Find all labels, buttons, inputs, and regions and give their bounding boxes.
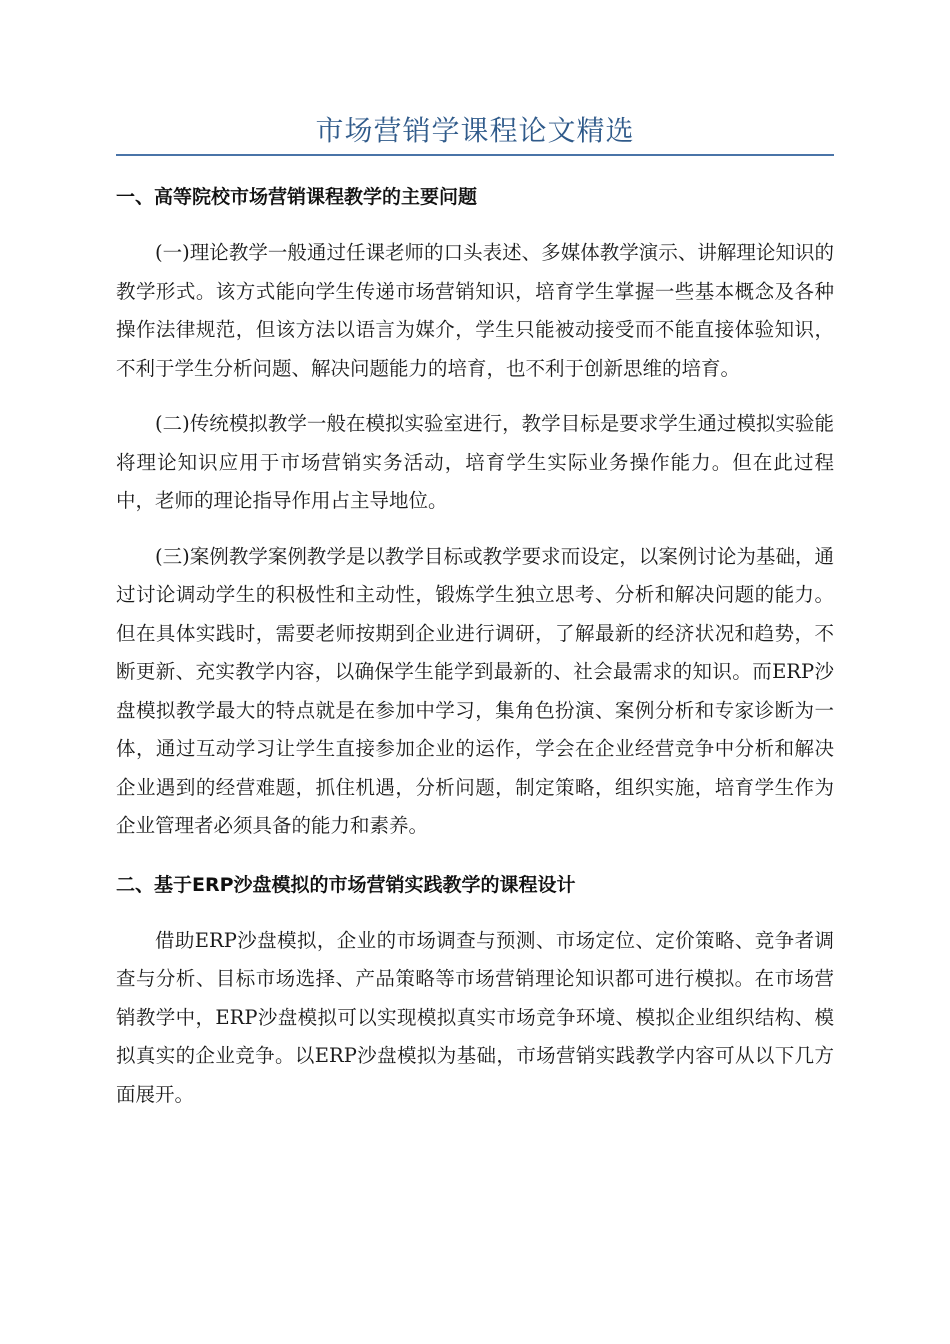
- paragraph: (二)传统模拟教学一般在模拟实验室进行，教学目标是要求学生通过模拟实验能将理论知识应用于市场营销实务活动，培育学生实际业务操作能力。但在此过程中，老师的理论指导作用占主导地位。: [116, 412, 834, 512]
- section-heading: 一、高等院校市场营销课程教学的主要问题: [116, 186, 478, 208]
- section-2: [116, 870, 834, 1115]
- section-1: [116, 182, 834, 846]
- title-underline: [116, 154, 834, 156]
- paragraph: (三)案例教学案例教学是以教学目标或教学要求而设定，以案例讨论为基础，通过讨论调动学生的积极性和主动性，锻炼学生独立思考、分析和解决问题的能力。但在具体实践时，需要老师按期到企业进行调研，了解最新的经济状况和趋势，不断更新、充实教学内容，以确保学生能学到最新的、社会最需求的知识。而ERP沙盘模拟教学最大的特点就是在参加中学习，集角色扮演、案例分析和专家诊断为一体，通过互动学习让学生直接参加企业的运作，学会在企业经营竞争中分析和解决企业遇到的经营难题，抓住机遇，分析问题，制定策略，组织实施，培育学生作为企业管理者必须具备的能力和素养。: [116, 544, 834, 837]
- document-title: 市场营销学课程论文精选: [315, 114, 635, 147]
- paragraph: (一)理论教学一般通过任课老师的口头表述、多媒体教学演示、讲解理论知识的教学形式。该方式能向学生传递市场营销知识，培育学生掌握一些基本概念及各种操作法律规范，但该方法以语言为媒介，学生只能被动接受而不能直接体验知识，不利于学生分析问题、解决问题能力的培育，也不利于创新思维的培育。: [116, 241, 834, 380]
- document-page: [116, 0, 834, 1114]
- paragraph: 借助ERP沙盘模拟，企业的市场调查与预测、市场定位、定价策略、竞争者调查与分析、目标市场选择、产品策略等市场营销理论知识都可进行模拟。在市场营销教学中，ERP沙盘模拟可以实现模拟真实市场竞争环境、模拟企业组织结构、模拟真实的企业竞争。以ERP沙盘模拟为基础，市场营销实践教学内容可从以下几方面展开。: [116, 928, 834, 1106]
- section-heading: 二、基于ERP沙盘模拟的市场营销实践教学的课程设计: [116, 873, 576, 896]
